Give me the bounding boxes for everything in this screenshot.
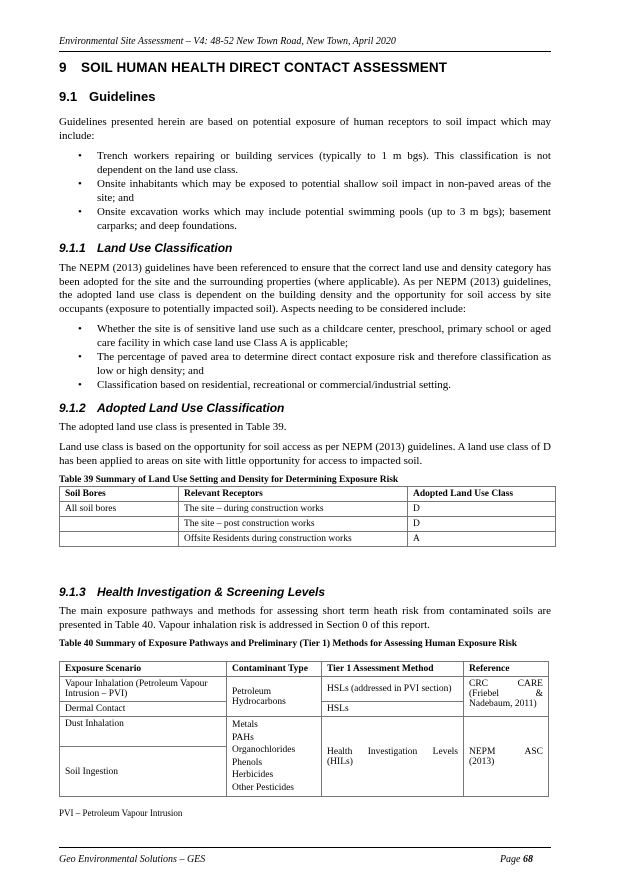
header-divider <box>59 51 551 52</box>
table-header-cell: Tier 1 Assessment Method <box>322 662 464 677</box>
table-row <box>60 717 549 747</box>
bullet-icon: • <box>78 150 82 162</box>
bullet-icon: • <box>78 178 82 190</box>
contaminant-item: Organochlorides <box>232 745 296 755</box>
table-cell: The site – post construction works <box>179 517 408 532</box>
table-cell: HSLs (addressed in PVI section) <box>322 677 464 702</box>
list-item-text: Whether the site is of sensitive land use such as a childcare center, preschool, primary school or aged care facility in which case land use Class A is applicable; <box>97 323 551 349</box>
table-row <box>60 532 556 547</box>
contaminant-item: Other Pesticides <box>232 782 295 793</box>
table40-caption: Table 40 Summary of Exposure Pathways and Preliminary (Tier 1) Methods for Assessing Human Exposure Risk <box>59 639 518 649</box>
table39-caption: Table 39 Summary of Land Use Setting and Density for Determining Exposure Risk <box>59 475 399 485</box>
table-cell: A <box>408 532 556 547</box>
table-cell: Dust Inhalation <box>60 717 227 747</box>
list-item <box>59 178 551 205</box>
table-cell: Soil Ingestion <box>60 747 227 797</box>
table-cell: D <box>408 517 556 532</box>
subsection-heading-guidelines <box>59 89 155 104</box>
table-row <box>60 677 549 702</box>
contaminant-item: Phenols <box>232 757 263 768</box>
bullet-icon: • <box>78 379 82 391</box>
section-title: SOIL HUMAN HEALTH DIRECT CONTACT ASSESSMENT <box>81 60 448 75</box>
footer-divider <box>59 847 551 848</box>
list-item <box>59 379 551 393</box>
table-note: PVI – Petroleum Vapour Intrusion <box>59 808 183 818</box>
guidelines-bullet-list <box>59 150 551 234</box>
contaminant-item: Herbicides <box>232 770 274 780</box>
table-row <box>60 502 556 517</box>
subsection-number: 9.1.1 <box>59 241 86 255</box>
land-use-paragraph: The NEPM (2013) guidelines have been referenced to ensure that the correct land use and density category has been adopted for the site and the surrounding properties (where applicable). As per NEPM (2013) guidelines, the adopted land use class is dependent on the building density and the opportunity for soil access by site occupants (exposure to potentially impacted soil). Aspects needing to be considered include: <box>59 262 551 315</box>
subsection-heading-land-use <box>59 241 232 255</box>
list-item <box>59 150 551 177</box>
footer-company: Geo Environmental Solutions – GES <box>59 854 206 865</box>
table-cell: The site – during construction works <box>179 502 408 517</box>
table-header-cell: Adopted Land Use Class <box>408 487 556 502</box>
health-paragraph: The main exposure pathways and methods for assessing short term heath risk from contaminated soils are presented in Table 40. Vapour inhalation risk is addressed in Section 0 of this report. <box>59 605 551 631</box>
subsection-number: 9.1.2 <box>59 401 86 415</box>
section-number: 9 <box>59 60 67 75</box>
table-row <box>60 517 556 532</box>
table-cell: Health Investigation Levels (HILs) <box>322 717 464 797</box>
table-header-row <box>60 662 549 677</box>
adopted-paragraph-2: Land use class is based on the opportunity for soil access as per NEPM (2013) guidelines. A land use class of D has been applied to areas on site with little opportunity for access to impacted soil. <box>59 441 551 467</box>
list-item-text: Onsite excavation works which may include potential swimming pools (up to 3 m bgs); basement carparks; and deep foundations. <box>97 206 551 232</box>
table-header-cell: Soil Bores <box>60 487 179 502</box>
subsection-heading-health <box>59 585 325 599</box>
subsection-heading-adopted <box>59 401 284 415</box>
table-header-cell: Relevant Receptors <box>179 487 408 502</box>
bullet-icon: • <box>78 323 82 335</box>
list-item-text: Onsite inhabitants which may be exposed to potential shallow soil impact in non-paved areas of the site; and <box>97 178 551 204</box>
list-item <box>59 206 551 233</box>
page-number <box>500 854 533 865</box>
subsection-title: Land Use Classification <box>97 241 233 255</box>
guidelines-intro: Guidelines presented herein are based on potential exposure of human receptors to soil impact which may include: <box>59 116 551 142</box>
table-cell: Vapour Inhalation (Petroleum Vapour Intrusion – PVI) <box>60 677 227 702</box>
bullet-icon: • <box>78 206 82 218</box>
table-header-cell: Reference <box>464 662 549 677</box>
table-header-cell: Exposure Scenario <box>60 662 227 677</box>
land-use-bullet-list <box>59 323 551 394</box>
table-cell: Dermal Contact <box>60 702 227 717</box>
table-cell: CRC CARE (Friebel & Nadebaum, 2011) <box>464 677 549 717</box>
page-number-value: 68 <box>523 854 533 865</box>
page-label: Page <box>499 854 521 865</box>
list-item-text: Classification based on residential, recreational or commercial/industrial setting. <box>97 379 452 391</box>
table-cell: Petroleum Hydrocarbons <box>227 677 322 717</box>
table-cell <box>60 517 179 532</box>
table-cell-contaminant-list <box>227 717 322 797</box>
adopted-paragraph-1: The adopted land use class is presented in Table 39. <box>59 421 287 433</box>
table-header-row <box>60 487 556 502</box>
table-cell: D <box>408 502 556 517</box>
table-header-cell: Contaminant Type <box>227 662 322 677</box>
table-cell <box>60 532 179 547</box>
subsection-number: 9.1 <box>59 89 78 104</box>
table-cell: All soil bores <box>60 502 179 517</box>
list-item-text: Trench workers repairing or building services (typically to 1 m bgs). This classification is not dependent on the land use class. <box>97 150 551 176</box>
table39 <box>59 486 556 547</box>
list-item <box>59 351 551 378</box>
section-heading <box>59 60 447 75</box>
list-item <box>59 323 551 350</box>
table-cell: NEPM ASC (2013) <box>464 717 549 797</box>
table-cell: HSLs <box>322 702 464 717</box>
contaminant-item: Metals <box>232 720 258 730</box>
bullet-icon: • <box>78 351 82 363</box>
list-item-text: The percentage of paved area to determine direct contact exposure risk and therefore classification as low or high density; and <box>97 351 551 377</box>
subsection-number: 9.1.3 <box>59 585 86 599</box>
table40 <box>59 661 549 797</box>
subsection-title: Health Investigation & Screening Levels <box>97 585 326 599</box>
contaminant-item: PAHs <box>232 732 254 743</box>
page-header: Environmental Site Assessment – V4: 48-52 New Town Road, New Town, April 2020 <box>59 36 396 47</box>
subsection-title: Guidelines <box>89 89 156 104</box>
subsection-title: Adopted Land Use Classification <box>97 401 285 415</box>
table-cell: Offsite Residents during construction works <box>179 532 408 547</box>
